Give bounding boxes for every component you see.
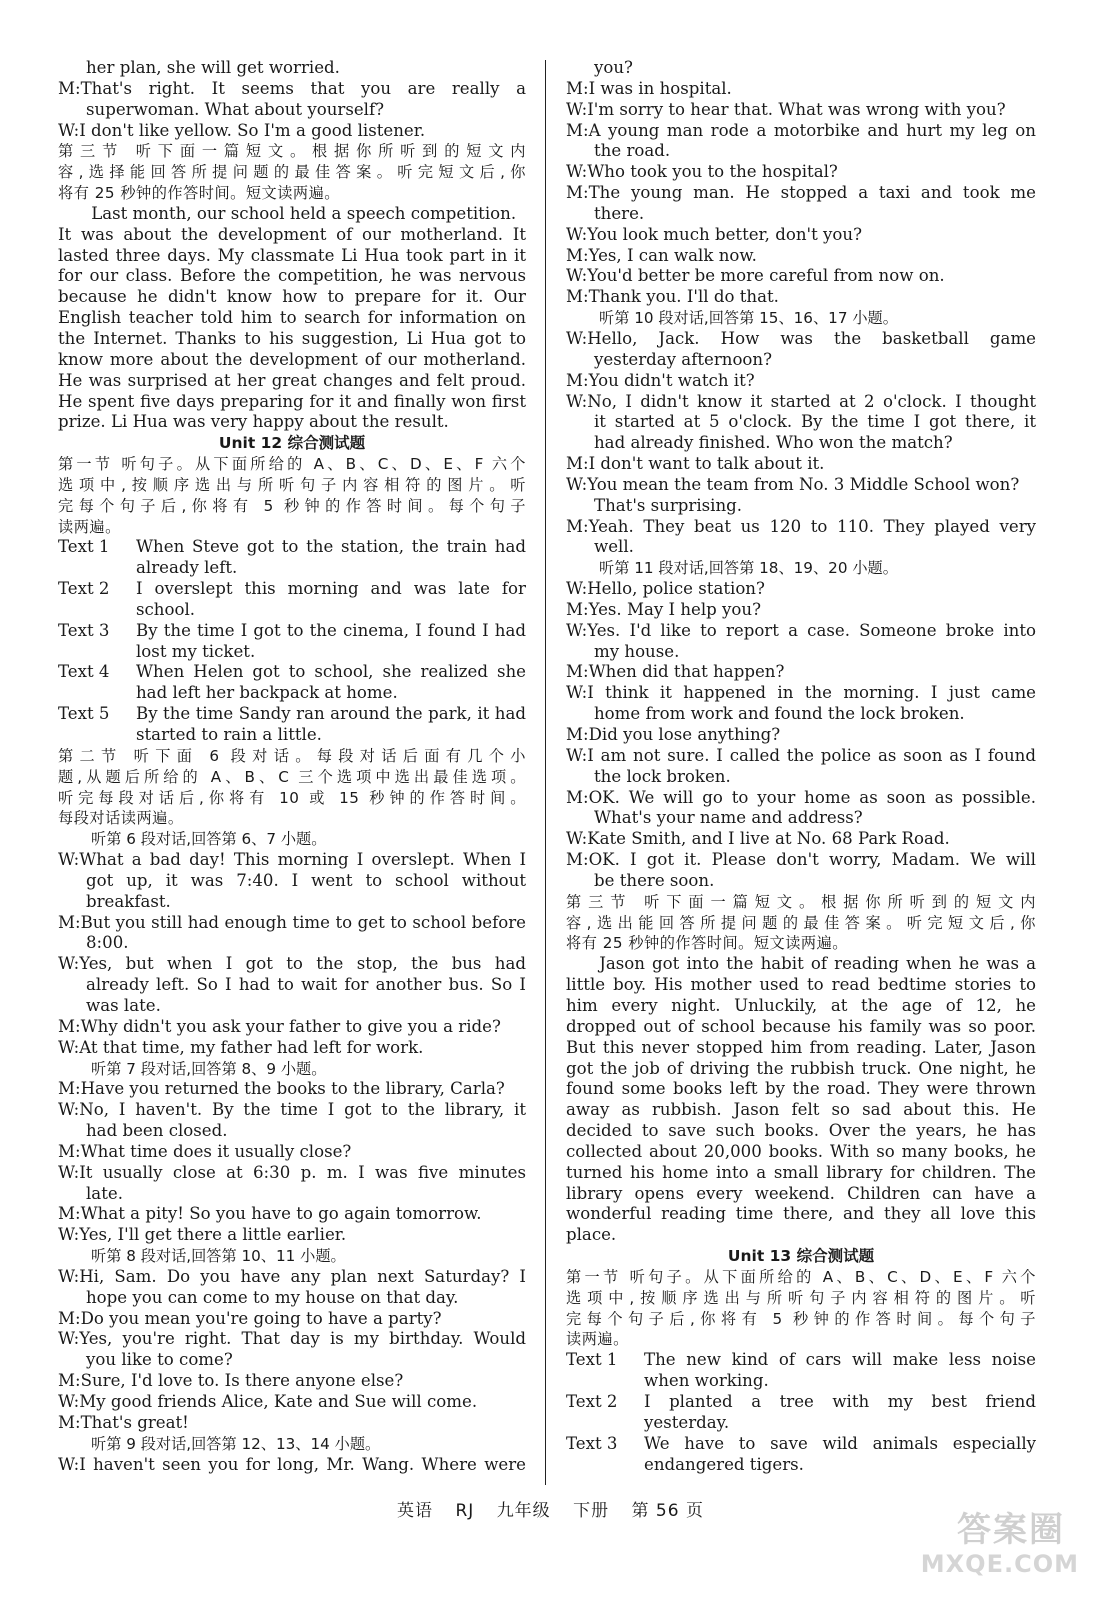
text-line: her plan, she will get worried. [86,58,340,77]
section-instruction: 第三节 听下面一篇短文。根据你所听到的短文内 [58,142,526,161]
right-column [566,58,1036,1475]
text-body: When Helen got to school, she realized she [136,662,526,682]
text-line: W:It usually close at 6:30 p. m. I was five minutes [58,1162,526,1182]
text-line: place. [566,1225,617,1245]
text-line: had already finished. Who won the match? [594,433,953,453]
text-label: Text 2 [58,579,110,599]
dialogue-hint: 听第 9 段对话,回答第 12、13、14 小题。 [91,1434,381,1453]
text-line: got up, it was 7:40. I went to school without [86,870,526,890]
text-line: W:I am not sure. I called the police as soon as I found [566,745,1036,765]
unit-title: Unit 12 综合测试题 [218,434,366,453]
text-label: Text 3 [566,1433,618,1453]
text-line: M:Have you returned the books to the library, Carla? [58,1079,505,1099]
text-line: already left. [136,558,238,578]
text-line: W:Yes, I'll get there a little earlier. [58,1225,347,1245]
text-line: W:You'd better be more careful from now on. [566,266,945,286]
text-line: He was surprised at her great changes and felt proud. [58,370,526,390]
text-line: W:Kate Smith, and I live at No. 68 Park Road. [566,829,950,849]
footer-page-number: 第 56 页 [631,1501,704,1521]
text-line: W:Hello, police station? [566,579,765,599]
section-instruction: 完每个句子后,你将有 5 秒钟的作答时间。每个句子 [566,1309,1036,1328]
column-divider [545,60,546,1485]
text-line: the road. [594,141,671,161]
text-line: W:Yes, you're right. That day is my birthday. Would [58,1329,526,1349]
text-body: I overslept this morning and was late for [136,579,526,599]
text-label: Text 4 [58,662,110,682]
text-line: the Internet. Thanks to his suggestion, Li Hua got to [58,328,526,348]
text-line: W:You mean the team from No. 3 Middle School won? [566,474,1020,494]
text-label: Text 1 [566,1350,618,1370]
footer-volume: 下册 [573,1501,610,1521]
text-line: W:I think it happened in the morning. I just came [566,683,1036,703]
text-line: M:What a pity! So you have to go again tomorrow. [58,1204,482,1224]
section-instruction: 第一节 听句子。从下面所给的 A、B、C、D、E、F 六个 [58,455,526,474]
text-line: dropped out of school because his family was so poor. [566,1016,1036,1036]
section-instruction: 选项中,按顺序选出与所听句子内容相符的图片。听 [58,475,526,494]
text-line: had left her backpack at home. [136,683,398,703]
text-line: M:What time does it usually close? [58,1141,352,1161]
text-line: M:The young man. He stopped a taxi and took me [566,183,1036,203]
text-line: W:You look much better, don't you? [566,224,862,244]
listening-text-item [566,1350,1036,1371]
text-body: I planted a tree with my best friend [644,1392,1036,1411]
section-instruction: 将有 25 秒钟的作答时间。短文读两遍。 [566,934,848,953]
text-line: W:Hi, Sam. Do you have any plan next Saturday? I [58,1266,526,1286]
text-line: M:Thank you. I'll do that. [566,287,779,307]
watermark-site: MXQE.COM [920,1550,1079,1578]
text-line: wonderful reading time there, and they all love this [566,1204,1036,1224]
text-line: It was about the development of our motherland. It [58,224,526,244]
text-line: endangered tigers. [644,1454,804,1474]
text-line: Jason got into the habit of reading when he was a [599,954,1036,974]
text-line: it started at 5 o'clock. By the time I got there, it [594,412,1036,432]
text-body: When Steve got to the station, the train had [136,537,526,557]
text-line: had been closed. [86,1121,228,1141]
text-line: know more about the development of our motherland. [58,349,526,369]
text-line: be there soon. [594,870,715,890]
section-instruction: 读两遍。 [566,1330,629,1349]
text-line: He spent five days preparing for it and finally won first [58,391,526,411]
footer-grade: 九年级 [496,1501,551,1521]
section-instruction: 第一节 听句子。从下面所给的 A、B、C、D、E、F 六个 [566,1267,1036,1286]
text-line: prize. Li Hua was very happy about the result. [58,412,449,432]
watermark-logo: 答案圈 [957,1510,1065,1550]
text-line: That's surprising. [594,495,743,515]
section-instruction: 题,从题后所给的 A、B、C 三个选项中选出最佳选项。 [58,767,526,786]
dialogue-hint: 听第 8 段对话,回答第 10、11 小题。 [91,1247,346,1266]
text-line: lost my ticket. [136,641,256,661]
text-line: little boy. His mother used to read bedtime stories to [566,975,1036,995]
text-line: away as rubbish. Jason felt so sad about this. He [566,1100,1036,1120]
section-instruction: 容,选出能回答所提问题的最佳答案。听完短文后,你 [566,913,1036,932]
left-column [58,58,526,1475]
section-instruction: 第二节 听下面 6 段对话。每段对话后面有几个小 [58,746,526,765]
section-instruction: 听完每段对话后,你将有 10 或 15 秒钟的作答时间。 [58,788,526,807]
section-instruction: 每段对话读两遍。 [58,809,184,828]
text-line: because he didn't know how to prepare for it. Our [58,287,526,307]
listening-text-item [566,1434,1036,1455]
listening-text-item [58,704,526,725]
text-line: M:You didn't watch it? [566,370,755,390]
text-label: Text 3 [58,620,110,640]
text-line: M:Yeah. They beat us 120 to 110. They played very [566,516,1036,536]
text-line: started to rain a little. [136,725,322,744]
text-line: M:OK. I got it. Please don't worry, Madam. We will [566,850,1036,870]
text-line: the lock broken. [594,766,731,786]
text-line: W:No, I haven't. By the time I got to the library, it [58,1100,526,1120]
text-line: turned his home into a small library for children. The [566,1162,1036,1182]
listening-text-item [566,1392,1036,1413]
text-line: already left. So I had to wait for another bus. So I [86,975,526,995]
section-instruction: 第三节 听下面一篇短文。根据你所听到的短文内 [566,892,1036,911]
text-line: when working. [644,1371,769,1391]
text-body: By the time I got to the cinema, I found I had [136,620,526,640]
section-instruction: 容,选择能回答所提问题的最佳答案。听完短文后,你 [58,163,526,182]
listening-text-item [58,579,526,600]
text-line: breakfast. [86,891,171,911]
unit-title: Unit 13 综合测试题 [727,1247,875,1266]
text-line: M:I was in hospital. [566,78,732,98]
text-line: late. [86,1183,123,1203]
text-line: M:Did you lose anything? [566,725,781,744]
text-label: Text 1 [58,537,110,557]
text-line: M:Why didn't you ask your father to give you a ride? [58,1016,501,1036]
text-line: school. [136,599,196,619]
text-line: library opens every weekend. Children can have a [566,1183,1036,1203]
dialogue-hint: 听第 6 段对话,回答第 6、7 小题。 [91,830,327,849]
text-line: M:That's right. It seems that you are really a [58,78,526,98]
text-line: W:Yes. I'd like to report a case. Someone broke into [566,620,1036,640]
text-line: W:Yes, but when I got to the stop, the bus had [58,954,526,974]
text-line: English teacher told him to search for information on [58,308,526,328]
text-line: well. [594,537,634,557]
text-line: W:What a bad day! This morning I overslept. When I [58,850,526,870]
text-line: M:That's great! [58,1412,189,1432]
text-line: yesterday. [644,1412,730,1432]
text-line: 8:00. [86,933,129,953]
text-line: collected about 20,000 books. With so many books, he [566,1141,1036,1161]
text-body: The new kind of cars will make less noise [644,1350,1036,1370]
text-line: What's your name and address? [594,808,863,828]
text-line: hope you can come to my house on that day. [86,1287,459,1307]
text-line: M:Sure, I'd love to. Is there anyone else? [58,1371,404,1391]
footer-edition: RJ [455,1501,475,1521]
text-line: home from work and found the lock broken. [594,704,965,724]
text-label: Text 2 [566,1392,618,1411]
text-line: W:Who took you to the hospital? [566,162,838,182]
text-line: you like to come? [86,1350,233,1370]
listening-text-item [58,537,526,558]
section-instruction: 完每个句子后,你将有 5 秒钟的作答时间。每个句子 [58,496,526,515]
text-line: there. [594,203,645,223]
text-line: lasted three days. My classmate Li Hua took part in it [58,245,526,265]
text-line: him every night. Unluckily, at the age of 12, he [566,995,1036,1015]
text-line: W:Hello, Jack. How was the basketball game [566,328,1036,348]
text-line: found some books left by the road. They were thrown [566,1079,1036,1099]
listening-text-item [58,621,526,642]
text-line: W:I haven't seen you for long, Mr. Wang. Where were [58,1454,526,1474]
text-line: W:My good friends Alice, Kate and Sue will come. [58,1392,478,1411]
text-line: W:I'm sorry to hear that. What was wrong with you? [566,99,1006,119]
text-line: W:At that time, my father had left for work. [58,1037,424,1057]
text-line: M:I don't want to talk about it. [566,454,825,474]
dialogue-hint: 听第 10 段对话,回答第 15、16、17 小题。 [599,309,898,328]
text-line: M:When did that happen? [566,662,785,682]
text-line: M:Yes, I can walk now. [566,245,757,265]
text-line: M:Do you mean you're going to have a party? [58,1308,442,1328]
text-body: By the time Sandy ran around the park, it had [136,704,526,724]
text-line: W:I don't like yellow. So I'm a good listener. [58,120,426,140]
text-line: you? [594,58,633,77]
section-instruction: 将有 25 秒钟的作答时间。短文读两遍。 [58,184,340,203]
text-line: was late. [86,995,161,1015]
text-line: got the job of driving the rubbish truck. One night, he [566,1058,1036,1078]
text-line: for our class. Before the competition, he was nervous [58,266,526,286]
listening-text-item [58,662,526,683]
text-line: decided to save such books. Over the years, he has [566,1121,1036,1141]
section-instruction: 读两遍。 [58,517,121,536]
dialogue-hint: 听第 11 段对话,回答第 18、19、20 小题。 [599,559,898,578]
text-label: Text 5 [58,704,110,724]
text-line: But this never stopped him from reading. Later, Jason [566,1037,1036,1057]
text-line: superwoman. What about yourself? [86,99,385,119]
footer-subject: 英语 [397,1501,434,1521]
text-line: M:OK. We will go to your home as soon as possible. [566,787,1036,807]
text-line: M:A young man rode a motorbike and hurt my leg on [566,120,1036,140]
section-instruction: 选项中,按顺序选出与所听句子内容相符的图片。听 [566,1288,1036,1307]
text-line: Last month, our school held a speech competition. [91,203,517,223]
text-line: W:No, I didn't know it started at 2 o'clock. I thought [566,391,1036,411]
text-line: yesterday afternoon? [594,349,773,369]
text-line: M:But you still had enough time to get to school before [58,912,526,932]
text-body: We have to save wild animals especially [644,1433,1036,1453]
dialogue-hint: 听第 7 段对话,回答第 8、9 小题。 [91,1059,327,1078]
text-line: M:Yes. May I help you? [566,599,762,619]
watermark [889,1502,1079,1582]
text-line: my house. [594,641,680,661]
